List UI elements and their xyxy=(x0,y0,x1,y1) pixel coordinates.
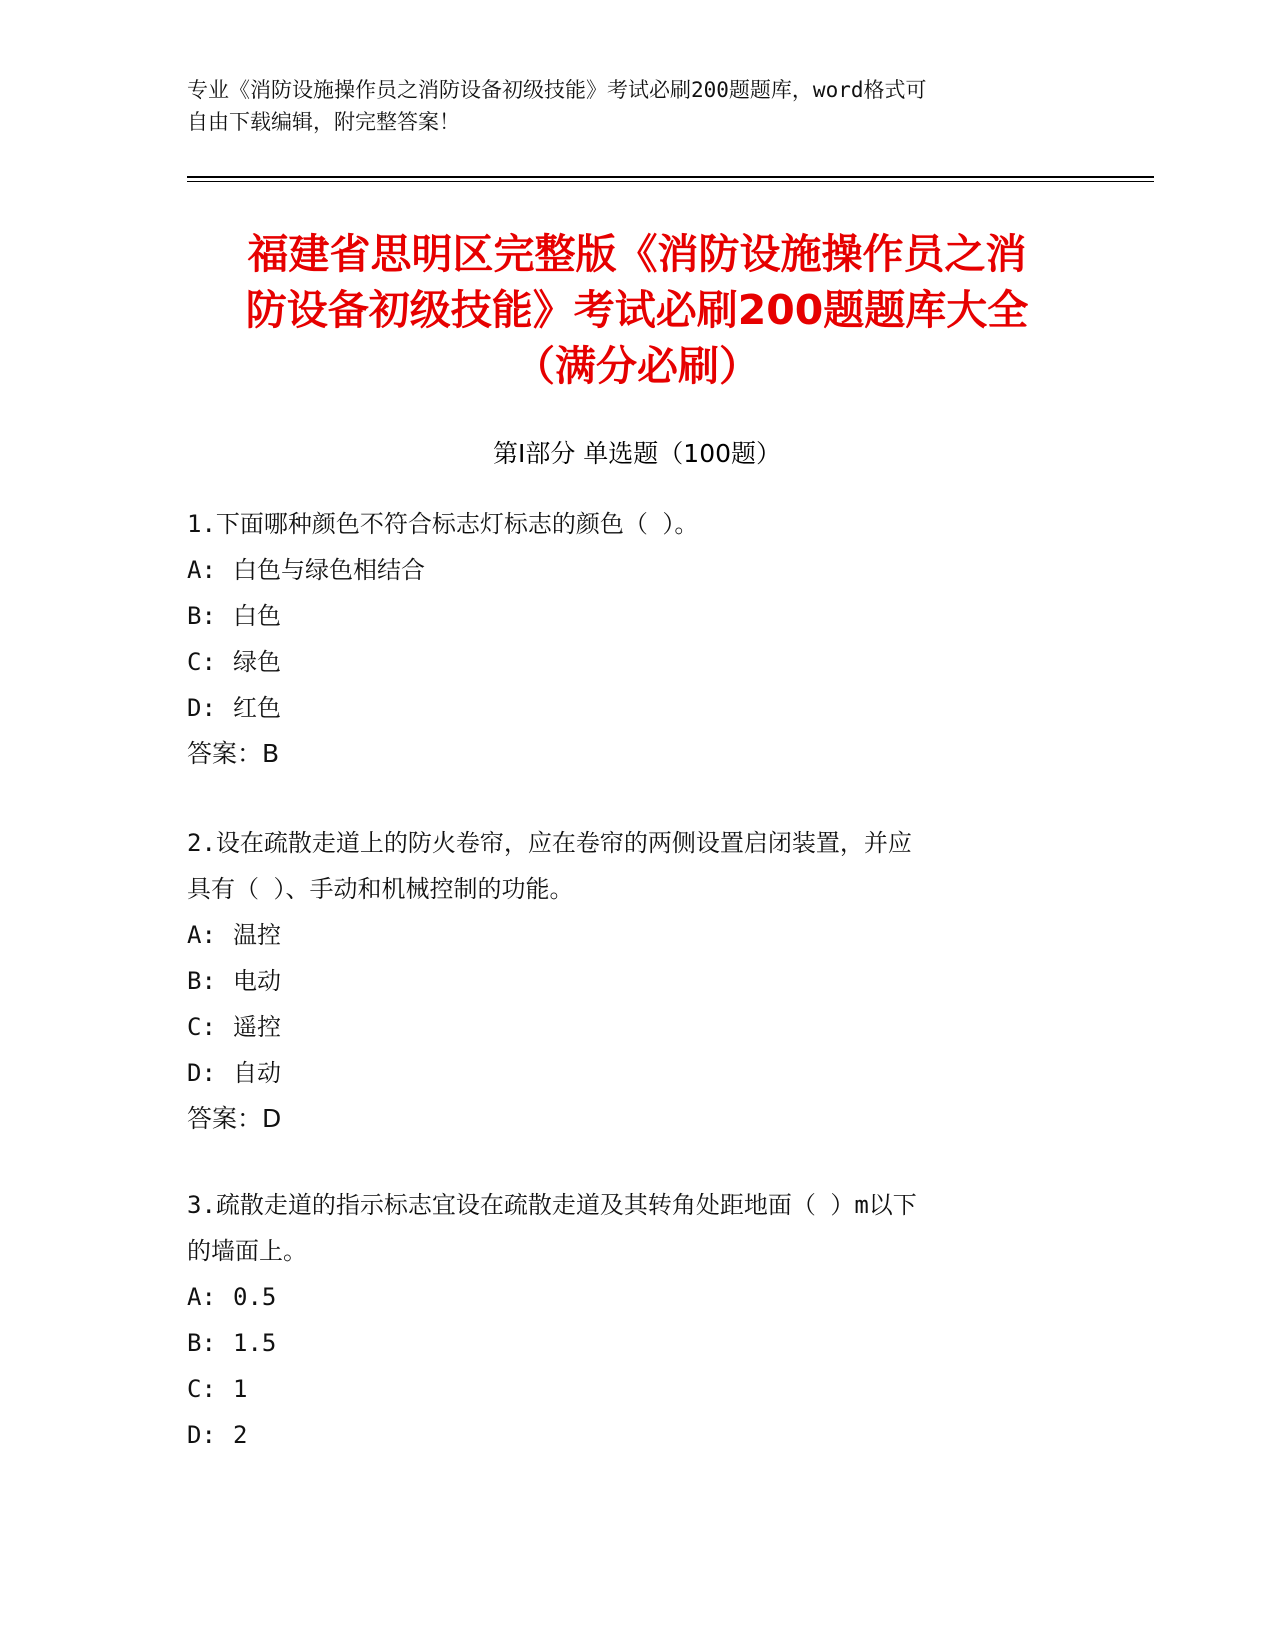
document-title xyxy=(187,226,1087,394)
question-3 xyxy=(187,1182,1087,1458)
option-text: 自动 xyxy=(233,1059,281,1087)
question-stem: 3.疏散走道的指示标志宜设在疏散走道及其转角处距地面（ ）m以下 xyxy=(187,1191,917,1219)
section-heading: 第Ⅰ部分 单选题（100题） xyxy=(492,439,782,468)
option-a xyxy=(187,547,1087,593)
header-note xyxy=(187,74,1067,138)
option-key: D: xyxy=(187,1059,216,1087)
option-key: A: xyxy=(187,556,216,584)
header-note-line: 专业《消防设施操作员之消防设备初级技能》考试必刷200题题库，word格式可 xyxy=(187,78,927,102)
question-stem: 2.设在疏散走道上的防火卷帘，应在卷帘的两侧设置启闭装置，并应 xyxy=(187,829,912,857)
option-a xyxy=(187,912,1087,958)
option-text: 遥控 xyxy=(233,1013,281,1041)
option-text: 白色 xyxy=(233,602,281,630)
header-divider-thick xyxy=(187,176,1154,178)
option-key: D: xyxy=(187,1421,216,1449)
option-d xyxy=(187,685,1087,731)
option-text: 温控 xyxy=(233,921,281,949)
option-text: 1.5 xyxy=(233,1329,277,1357)
option-key: D: xyxy=(187,694,216,722)
option-c xyxy=(187,639,1087,685)
question-stem: 具有（ ）、手动和机械控制的功能。 xyxy=(187,875,574,903)
question-stem: 1.下面哪种颜色不符合标志灯标志的颜色（ ）。 xyxy=(187,510,699,538)
option-key: A: xyxy=(187,921,216,949)
question-stem: 的墙面上。 xyxy=(187,1237,307,1265)
option-text: 电动 xyxy=(233,967,281,995)
title-line: 福建省思明区完整版《消防设施操作员之消 xyxy=(247,230,1027,278)
option-b xyxy=(187,593,1087,639)
option-b xyxy=(187,958,1087,1004)
option-key: B: xyxy=(187,1329,216,1357)
header-divider-thin xyxy=(187,181,1154,182)
option-key: C: xyxy=(187,1375,216,1403)
header-note-line: 自由下载编辑，附完整答案！ xyxy=(187,110,460,134)
option-text: 白色与绿色相结合 xyxy=(233,556,425,584)
title-line: （满分必刷） xyxy=(514,342,760,390)
option-d xyxy=(187,1412,1087,1458)
option-text: 0.5 xyxy=(233,1283,277,1311)
option-key: C: xyxy=(187,1013,216,1041)
question-2 xyxy=(187,820,1087,1142)
option-d xyxy=(187,1050,1087,1096)
title-line: 防设备初级技能》考试必刷200题题库大全 xyxy=(245,286,1029,334)
option-text: 2 xyxy=(233,1421,248,1449)
option-c xyxy=(187,1366,1087,1412)
option-text: 红色 xyxy=(233,694,281,722)
option-key: B: xyxy=(187,967,216,995)
question-1 xyxy=(187,501,1087,777)
option-key: C: xyxy=(187,648,216,676)
option-a xyxy=(187,1274,1087,1320)
option-c xyxy=(187,1004,1087,1050)
option-key: A: xyxy=(187,1283,216,1311)
answer: 答案：B xyxy=(187,739,280,768)
option-key: B: xyxy=(187,602,216,630)
option-b xyxy=(187,1320,1087,1366)
option-text: 绿色 xyxy=(233,648,281,676)
answer: 答案：D xyxy=(187,1104,282,1133)
option-text: 1 xyxy=(233,1375,248,1403)
